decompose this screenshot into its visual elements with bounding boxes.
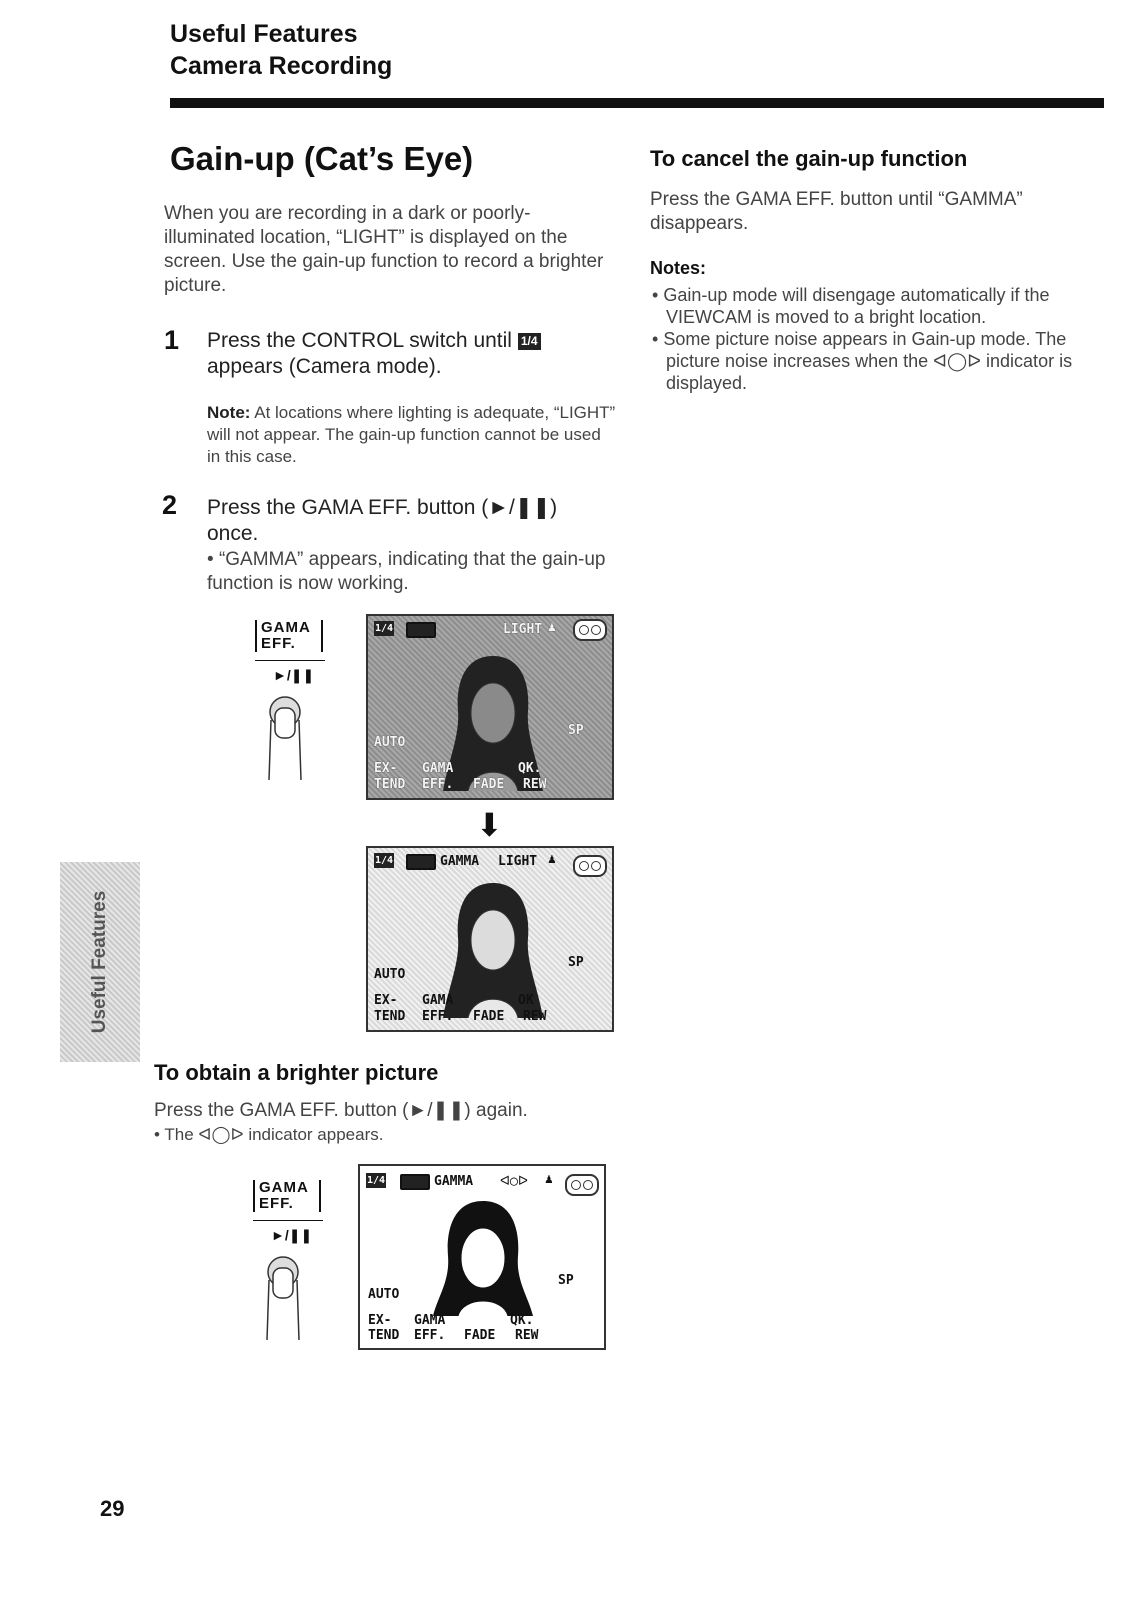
speed-indicator: SP — [568, 955, 584, 970]
eff-label: EFF. — [422, 777, 454, 792]
play-pause-glyph: ►/❚❚ — [271, 1227, 313, 1243]
notes-heading: Notes: — [650, 258, 707, 278]
rew-label: REW — [523, 777, 547, 792]
cancel-text: Press the GAMA EFF. button until “GAMMA” disappears. — [650, 189, 1023, 234]
brighter-bullet: • The ᐊ◯ᐅ indicator appears. — [154, 1124, 604, 1146]
note-1 — [207, 402, 617, 468]
tend-label: TEND — [368, 1328, 400, 1343]
auto-indicator: AUTO — [374, 967, 406, 982]
gama-label: GAMA — [422, 993, 454, 1008]
section-title: Useful Features — [170, 20, 358, 48]
ok-label: OK — [518, 993, 534, 1008]
battery-icon — [406, 622, 436, 638]
rew-label: REW — [515, 1328, 539, 1343]
button-label: GAMA EFF. — [255, 620, 323, 652]
step-1-number: 1 — [164, 325, 180, 355]
viewfinder-screen-gamma — [366, 846, 614, 1032]
cats-eye-indicator: ᐊ◯ᐅ — [500, 1174, 528, 1189]
gama-eff-button-illustration-2 — [253, 1180, 333, 1345]
down-arrow-icon: ⬇ — [476, 807, 503, 843]
ex-label: EX- — [374, 761, 398, 776]
note-1-label: Note: — [207, 403, 251, 422]
notes-list — [650, 284, 1105, 394]
section-subtitle: Camera Recording — [170, 52, 393, 80]
note-item-2: • Some picture noise appears in Gain-up mode. The picture noise increases when the ᐊ◯ᐅ indicator is displayed. — [650, 328, 1105, 394]
speed-indicator: SP — [568, 723, 584, 738]
gamma-indicator: GAMMA — [440, 854, 480, 869]
fade-label: FADE — [464, 1328, 496, 1343]
camera-mode-icon: 1/4 — [518, 333, 541, 350]
step-1-text: Press the CONTROL switch until 1/4 appears (Camera mode). — [207, 328, 607, 380]
tend-label: TEND — [374, 1009, 406, 1024]
side-tab-label: Useful Features — [89, 890, 110, 1034]
ex-label: EX- — [368, 1313, 392, 1328]
gamma-indicator: GAMMA — [434, 1174, 474, 1189]
tend-label: TEND — [374, 777, 406, 792]
woman-portrait-image — [428, 1196, 538, 1316]
auto-indicator: AUTO — [368, 1287, 400, 1302]
speed-indicator: SP — [558, 1273, 574, 1288]
eff-label: EFF. — [414, 1328, 446, 1343]
viewfinder-screen-cats-eye — [358, 1164, 606, 1350]
light-indicator: LIGHT — [498, 854, 538, 869]
gama-label: GAMA — [414, 1313, 446, 1328]
button-label: GAMA EFF. — [253, 1180, 321, 1212]
camera-mode-icon: 1/4 — [374, 855, 394, 866]
brighter-heading: To obtain a brighter picture — [154, 1060, 439, 1085]
step-2-bullet: • “GAMMA” appears, indicating that the gain-up function is now working. — [207, 548, 607, 596]
ex-label: EX- — [374, 993, 398, 1008]
qk-label: QK. — [510, 1313, 534, 1328]
camera-mode-icon: 1/4 — [366, 1175, 386, 1186]
header-rule — [170, 98, 1104, 108]
rew-label: REW — [523, 1009, 547, 1024]
finger-press-icon — [253, 1250, 323, 1340]
play-pause-glyph: ►/❚❚ — [273, 667, 315, 683]
intro-paragraph: When you are recording in a dark or poorly-illuminated location, “LIGHT” is displayed on the screen. Use the gain-up function to record a brighter picture. — [164, 203, 604, 296]
cancel-heading: To cancel the gain-up function — [650, 146, 968, 171]
step-2-text: Press the GAMA EFF. button (►/❚❚) once. — [207, 496, 558, 545]
gama-eff-button-illustration-1 — [255, 620, 335, 785]
viewfinder-screen-before — [366, 614, 614, 800]
step-2-number: 2 — [162, 490, 178, 520]
qk-label: QK. — [518, 761, 542, 776]
auto-indicator: AUTO — [374, 735, 406, 750]
cats-eye-icon: ᐊ◯ᐅ — [198, 1125, 244, 1144]
finger-press-icon — [255, 690, 325, 780]
fade-label: FADE — [473, 777, 505, 792]
light-indicator: LIGHT — [503, 622, 543, 637]
cassette-icon — [573, 619, 607, 641]
eff-label: EFF. — [422, 1009, 454, 1024]
note-item-1: • Gain-up mode will disengage automatically if the VIEWCAM is moved to a bright location. — [650, 284, 1105, 328]
fade-label: FADE — [473, 1009, 505, 1024]
note-1-text: At locations where lighting is adequate, “LIGHT” will not appear. The gain-up function cannot be used in this case. — [207, 403, 616, 466]
battery-icon — [406, 854, 436, 870]
person-icon: ♟ — [548, 620, 556, 635]
cassette-icon — [565, 1174, 599, 1196]
cassette-icon — [573, 855, 607, 877]
page-number: 29 — [100, 1496, 125, 1521]
gama-label: GAMA — [422, 761, 454, 776]
brighter-text: Press the GAMA EFF. button (►/❚❚) again. — [154, 1100, 528, 1121]
section-header — [170, 18, 392, 82]
cats-eye-icon: ᐊ◯ᐅ — [933, 351, 982, 371]
battery-icon — [400, 1174, 430, 1190]
person-icon: ♟ — [545, 1172, 553, 1187]
person-icon: ♟ — [548, 852, 556, 867]
side-tab — [60, 862, 140, 1062]
camera-mode-icon: 1/4 — [374, 623, 394, 634]
page-title: Gain-up (Cat’s Eye) — [170, 140, 474, 177]
